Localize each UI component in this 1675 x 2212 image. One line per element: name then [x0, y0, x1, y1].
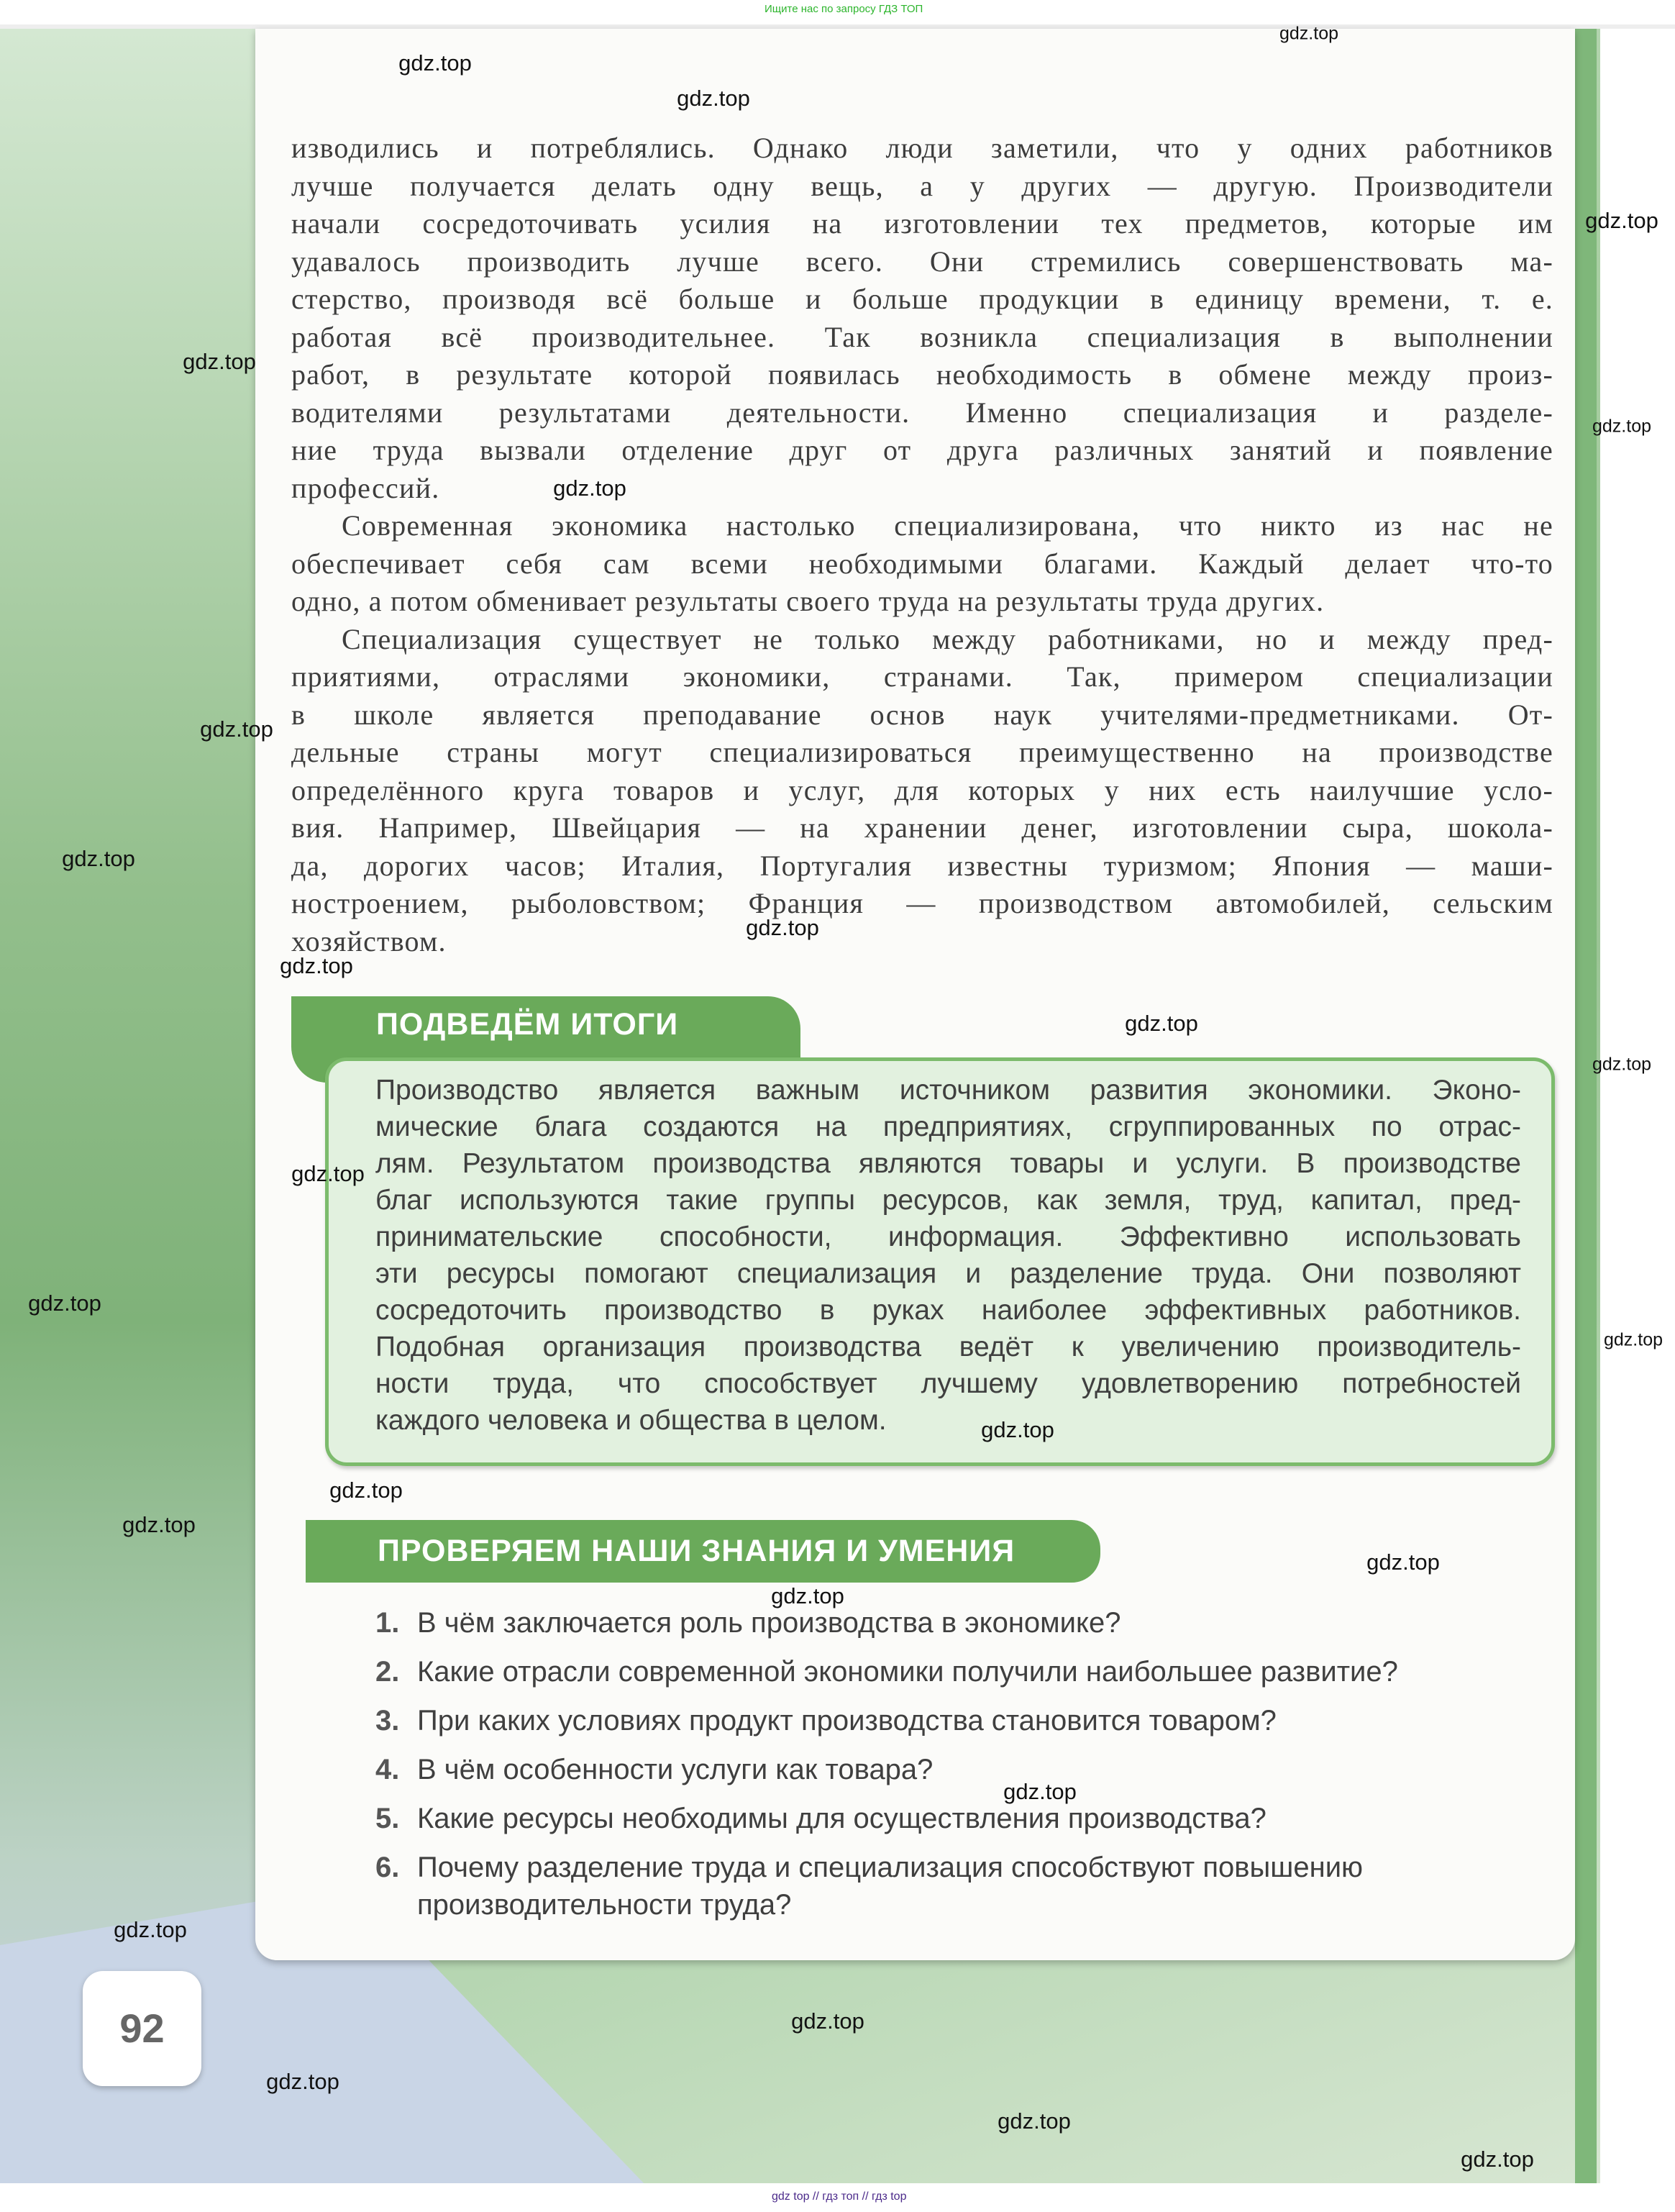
question-item [375, 1653, 1526, 1690]
text-line: вия. Например, Швейцария — на хранении денег, изготовлении сыра, шокола- [291, 811, 1553, 844]
text-line: хозяйством. [291, 924, 447, 957]
watermark: gdz.top [998, 2108, 1071, 2134]
question-text: Какие отрасли современной экономики получили наибольшее развитие? [417, 1656, 1398, 1688]
question-item [375, 1751, 1526, 1788]
bottom-banner [0, 2183, 1675, 2212]
watermark: gdz.top [1366, 1549, 1440, 1575]
summary-line: мические блага создаются на предприятиях, сгруппированных по отрас- [375, 1111, 1521, 1142]
summary-text [375, 1072, 1521, 1439]
questions-list [375, 1604, 1526, 1935]
summary-line: благ используются такие группы ресурсов, как земля, труд, капитал, пред- [375, 1185, 1521, 1216]
watermark: gdz.top [771, 1583, 844, 1608]
watermark: gdz.top [791, 2008, 864, 2034]
text-line: ние труда вызвали отделение друг от друга различных занятий и появление [291, 434, 1553, 466]
watermark: gdz.top [280, 953, 353, 978]
question-number: 5. [375, 1803, 400, 1834]
watermark: gdz.top [200, 716, 273, 742]
text-line: удавалось производить лучше всего. Они стремились совершенствовать ма- [291, 245, 1553, 278]
text-line: дельные страны могут специализироваться преимущественно на производстве [291, 736, 1553, 768]
watermark: gdz.top [981, 1417, 1054, 1442]
watermark: gdz.top [1003, 1779, 1077, 1804]
question-text: В чём заключается роль производства в экономике? [417, 1607, 1121, 1639]
text-line: Современная экономика настолько специализирована, что никто из нас не [342, 509, 1553, 542]
question-number: 6. [375, 1852, 400, 1883]
watermark: gdz.top [746, 915, 819, 940]
text-line: одно, а потом обменивает результаты своего труда на результаты труда других. [291, 585, 1325, 617]
watermark: gdz.top [677, 86, 750, 111]
summary-line: Подобная организация производства ведёт к увеличению производитель- [375, 1332, 1521, 1362]
summary-line: сосредоточить производство в руках наиболее эффективных работников. [375, 1295, 1521, 1326]
text-line: приятиями, отраслями экономики, странами. Так, примером специализации [291, 660, 1553, 693]
text-line: работая всё производительнее. Так возникла специализация в выполнении [291, 320, 1553, 353]
watermark: gdz.top [1592, 1054, 1652, 1075]
text-line: да, дорогих часов; Италия, Португалия известны туризмом; Япония — маши- [291, 849, 1553, 882]
text-line: профессий. [291, 471, 440, 504]
question-item [375, 1800, 1526, 1837]
question-item [375, 1604, 1526, 1642]
text-line: работ, в результате которой появилась необходимость в обмене между произ- [291, 358, 1553, 391]
question-text: При каких условиях продукт производства становится товаром? [417, 1705, 1277, 1737]
question-text: Почему разделение труда и специализация способствуют повышению производительности труда? [417, 1852, 1364, 1921]
watermark: gdz.top [329, 1478, 403, 1503]
watermark: gdz.top [1592, 416, 1652, 437]
question-text: В чём особенности услуги как товара? [417, 1754, 934, 1785]
summary-line: каждого человека и общества в целом. [375, 1405, 887, 1436]
right-strip [1575, 29, 1597, 2183]
watermark: gdz.top [1603, 1329, 1663, 1350]
text-line: начали сосредоточивать усилия на изготовлении тех предметов, которые им [291, 207, 1553, 240]
watermark: gdz.top [266, 2069, 339, 2094]
top-banner-text: Ищите нас по запросу ГДЗ ТОП [765, 3, 923, 15]
page-number: 92 [83, 1971, 201, 2086]
check-title: ПРОВЕРЯЕМ НАШИ ЗНАНИЯ И УМЕНИЯ [378, 1534, 1016, 1568]
text-line: лучше получается делать одну вещь, а у других — другую. Производители [291, 169, 1553, 202]
summary-line: принимательские способности, информация. Эффективно использовать [375, 1221, 1521, 1252]
summary-line: Производство является важным источником развития экономики. Эконо- [375, 1075, 1521, 1106]
watermark: gdz.top [398, 50, 472, 76]
check-header [306, 1520, 1100, 1583]
question-number: 4. [375, 1754, 400, 1785]
summary-title: ПОДВЕДЁМ ИТОГИ [376, 1007, 679, 1042]
body-text [291, 129, 1553, 960]
text-line: стерство, производя всё больше и больше продукции в единицу времени, т. е. [291, 283, 1553, 315]
top-banner [0, 0, 1675, 29]
watermark: gdz.top [1461, 2147, 1534, 2172]
watermark: gdz.top [183, 349, 256, 374]
watermark: gdz.top [291, 1161, 365, 1186]
text-line: водителями результатами деятельности. Именно специализация и разделе- [291, 396, 1553, 429]
watermark: gdz.top [122, 1512, 196, 1537]
question-item [375, 1849, 1526, 1924]
text-line: в школе является преподавание основ наук учителями-предметниками. От- [291, 698, 1553, 731]
bottom-banner-text: gdz top // гдз топ // гдз top [772, 2190, 907, 2203]
watermark: gdz.top [1585, 208, 1658, 233]
text-line: изводились и потреблялись. Однако люди заметили, что у одних работников [291, 132, 1553, 164]
watermark: gdz.top [553, 475, 626, 501]
summary-line: эти ресурсы помогают специализация и разделение труда. Они позволяют [375, 1258, 1521, 1289]
question-number: 3. [375, 1705, 400, 1737]
summary-line: лям. Результатом производства являются товары и услуги. В производстве [375, 1148, 1521, 1179]
text-line: Специализация существует не только между работниками, но и между пред- [342, 622, 1553, 655]
watermark: gdz.top [1279, 23, 1339, 44]
summary-line: ности труда, что способствует лучшему удовлетворению потребностей [375, 1368, 1521, 1399]
watermark: gdz.top [114, 1917, 187, 1942]
watermark: gdz.top [1125, 1011, 1198, 1036]
watermark: gdz.top [28, 1291, 101, 1316]
text-line: определённого круга товаров и услуг, для которых у них есть наилучшие усло- [291, 773, 1553, 806]
question-number: 1. [375, 1607, 400, 1639]
question-number: 2. [375, 1656, 400, 1688]
watermark: gdz.top [62, 846, 135, 871]
question-text: Какие ресурсы необходимы для осуществления производства? [417, 1803, 1266, 1834]
question-item [375, 1702, 1526, 1739]
text-line: ностроением, рыболовством; Франция — производством автомобилей, сельским [291, 887, 1553, 919]
text-line: обеспечивает себя сам всеми необходимыми благами. Каждый делает что-то [291, 547, 1553, 580]
